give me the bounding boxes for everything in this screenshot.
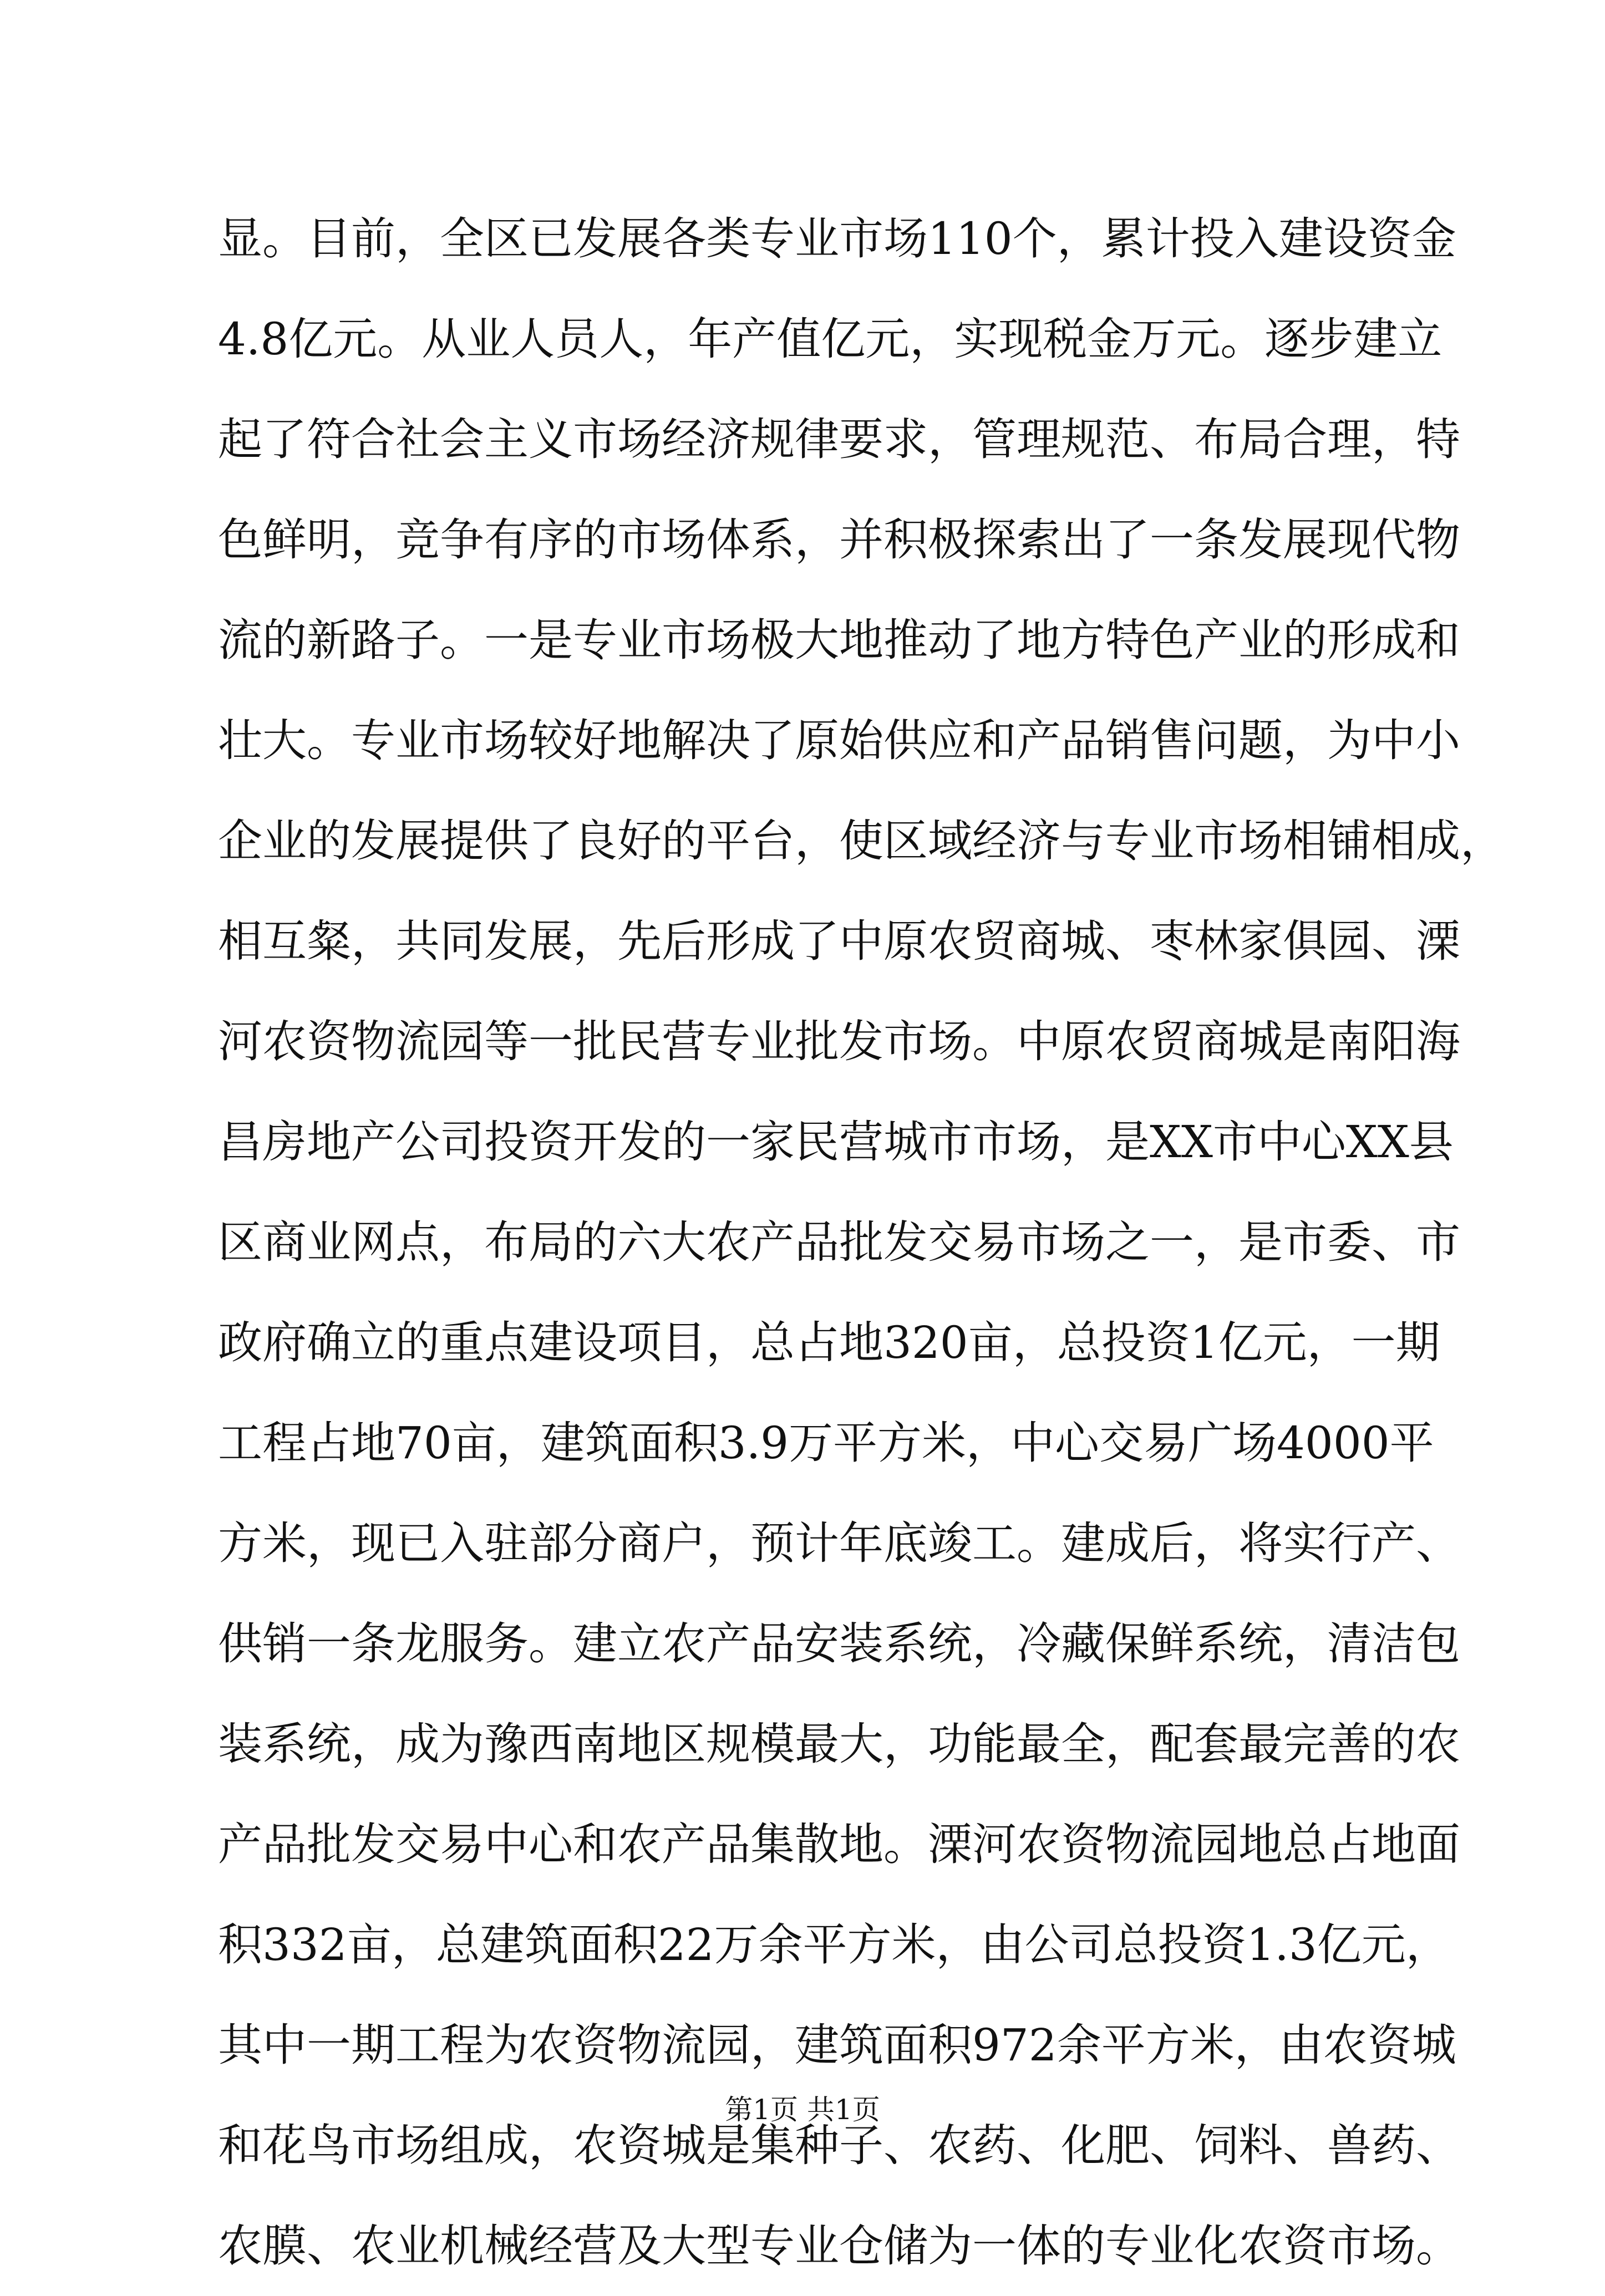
page-number-footer: 第1页 共1页 — [725, 2094, 880, 2126]
text-line: 农膜、农业机械经营及大型专业仓储为一体的专业化农资市场。 — [218, 2220, 1460, 2272]
text-line: 政府确立的重点建设项目，总占地320亩，总投资1亿元，一期 — [218, 1317, 1440, 1368]
text-line: 积332亩，总建筑面积22万余平方米，由公司总投资1.3亿元， — [218, 1919, 1450, 1971]
text-line: 壮大。专业市场较好地解决了原始供应和产品销售问题，为中小 — [218, 715, 1460, 766]
text-line: 产品批发交易中心和农产品集散地。溧河农资物流园地总占地面 — [218, 1819, 1460, 1870]
text-line: 色鲜明，竞争有序的市场体系，并积极探索出了一条发展现代物 — [218, 514, 1460, 566]
text-line: 区商业网点，布局的六大农产品批发交易市场之一，是市委、市 — [218, 1216, 1460, 1268]
text-line: 4.8亿元。从业人员人，年产值亿元，实现税金万元。逐步建立 — [218, 313, 1443, 365]
text-line: 和花鸟市场组成，农资城是集种子、农药、化肥、饲料、兽药、 — [218, 2120, 1460, 2171]
text-line: 工程占地70亩，建筑面积3.9万平方米，中心交易广场4000平 — [218, 1417, 1434, 1469]
text-line: 装系统，成为豫西南地区规模最大，功能最全，配套最完善的农 — [218, 1718, 1460, 1770]
text-line: 供销一条龙服务。建立农产品安装系统，冷藏保鲜系统，清洁包 — [218, 1618, 1460, 1669]
text-line: 流的新路子。一是专业市场极大地推动了地方特色产业的形成和 — [218, 614, 1460, 666]
text-line: 企业的发展提供了良好的平台，使区域经济与专业市场相铺相成， — [218, 815, 1505, 867]
text-line: 昌房地产公司投资开发的一家民营城市市场，是XX市中心XX县 — [218, 1116, 1454, 1168]
text-line: 显。目前，全区已发展各类专业市场110个，累计投入建设资金 — [218, 213, 1456, 264]
text-line: 相互粲，共同发展，先后形成了中原农贸商城、枣林家俱园、溧 — [218, 915, 1460, 967]
text-line: 河农资物流园等一批民营专业批发市场。中原农贸商城是南阳海 — [218, 1016, 1460, 1067]
body-paragraph — [218, 189, 1505, 2296]
text-line: 其中一期工程为农资物流园，建筑面积972余平方米，由农资城 — [218, 2019, 1456, 2071]
text-line: 方米，现已入驻部分商户，预计年底竣工。建成后，将实行产、 — [218, 1518, 1460, 1569]
text-line: 起了符合社会主义市场经济规律要求，管理规范、布局合理，特 — [218, 414, 1460, 465]
